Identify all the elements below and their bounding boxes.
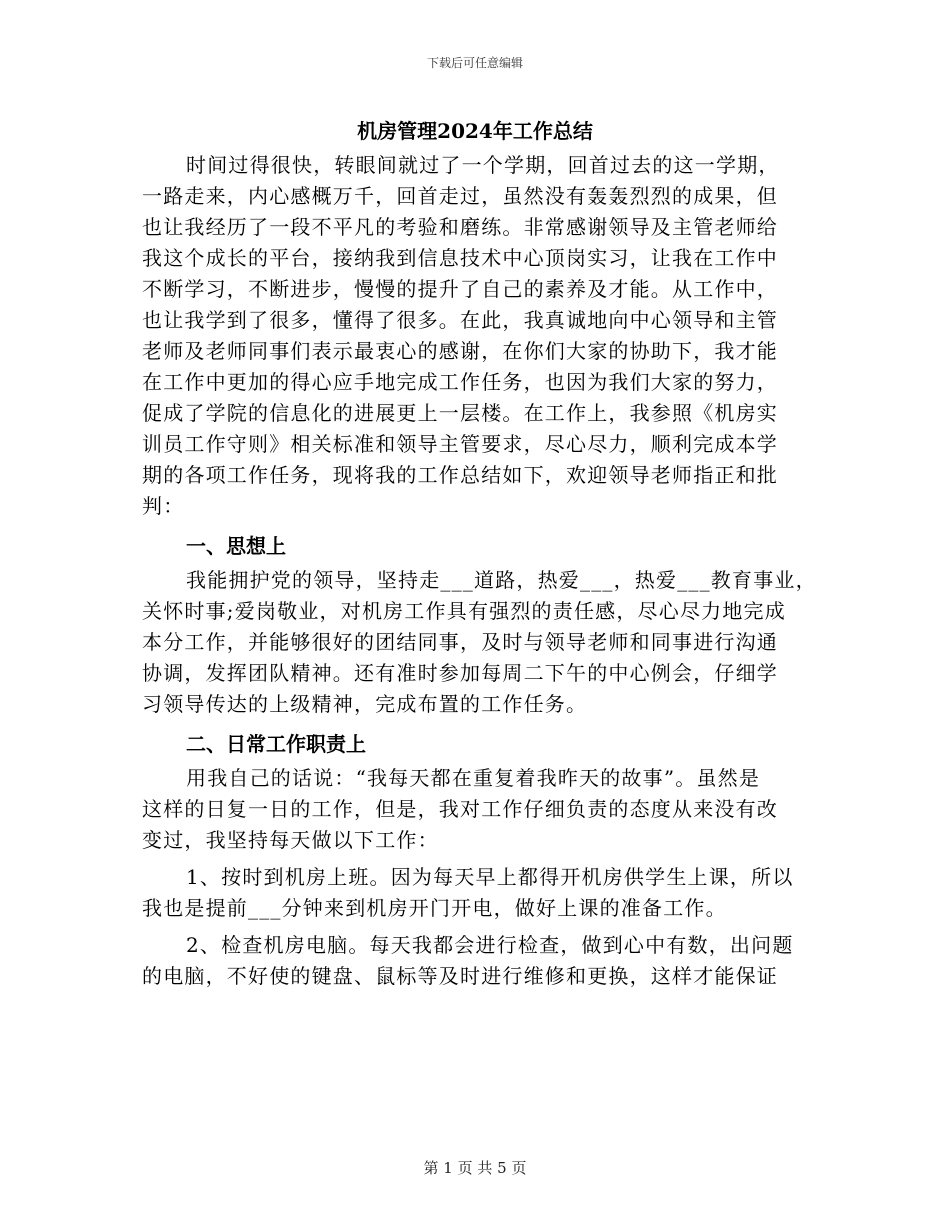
paragraph-line: 用我自己的话说：“我每天都在重复着我昨天的故事”。虽然是 [186,766,761,790]
paragraph-line: 训员工作守则》相关标准和领导主管要求，尽心尽力，顺利完成本学 [142,432,778,456]
paragraph-line: 变过，我坚持每天做以下工作： [142,828,439,852]
paragraph-line: 时间过得很快，转眼间就过了一个学期，回首过去的这一学期， [186,153,780,177]
paragraph-line: 判： [142,494,185,518]
paragraph-line: 老师及老师同事们表示最衷心的感谢，在你们大家的协助下，我才能 [142,339,778,363]
intro-paragraph [142,150,822,522]
duty-item-1 [142,862,822,924]
section-heading-ideology: 一、思想上 [186,534,286,558]
paragraph-line: 1、按时到机房上班。因为每天早上都得开机房供学生上课，所以 [186,865,794,889]
section-heading-daily-duties: 二、日常工作职责上 [186,732,366,756]
section-ideology-paragraph [142,565,822,720]
paragraph-line: 这样的日复一日的工作，但是，我对工作仔细负责的态度从来没有改 [142,797,778,821]
paragraph-line: 期的各项工作任务，现将我的工作总结如下，欢迎领导老师指正和批 [142,463,778,487]
document-title: 机房管理2024年工作总结 [357,119,593,143]
paragraph-line: 2、检查机房电脑。每天我都会进行检查，做到心中有数，出问题 [186,933,794,957]
paragraph-line: 一路走来，内心感概万千，回首走过，虽然没有轰轰烈烈的成果，但 [142,184,778,208]
paragraph-line: 的电脑，不好使的键盘、鼠标等及时进行维修和更换，这样才能保证 [142,964,778,988]
paragraph-line: 不断学习，不断进步，慢慢的提升了自己的素养及才能。从工作中， [142,277,778,301]
page-number-footer: 第 1 页 共 5 页 [423,1159,527,1177]
paragraph-line: 协调，发挥团队精神。还有准时参加每周二下午的中心例会，仔细学 [142,661,778,685]
paragraph-line: 关怀时事;爱岗敬业，对机房工作具有强烈的责任感，尽心尽力地完成 [142,599,786,623]
paragraph-line: 也让我经历了一段不平凡的考验和磨练。非常感谢领导及主管老师给 [142,215,778,239]
paragraph-line: 我也是提前___分钟来到机房开门开电，做好上课的准备工作。 [142,896,727,920]
paragraph-line: 促成了学院的信息化的进展更上一层楼。在工作上，我参照《机房实 [142,401,778,425]
paragraph-line: 在工作中更加的得心应手地完成工作任务，也因为我们大家的努力， [142,370,778,394]
paragraph-line: 我这个成长的平台，接纳我到信息技术中心顶岗实习，让我在工作中 [142,246,778,270]
paragraph-line: 我能拥护党的领导，坚持走___道路，热爱___，热爱___教育事业， [186,568,817,592]
header-note: 下载后可任意编辑 [426,56,523,70]
paragraph-line: 也让我学到了很多，懂得了很多。在此，我真诚地向中心领导和主管 [142,308,778,332]
document-body [142,150,822,992]
section-duties-paragraph [142,763,822,856]
paragraph-line: 习领导传达的上级精神，完成布置的工作任务。 [142,692,588,716]
paragraph-line: 本分工作，并能够很好的团结同事，及时与领导老师和同事进行沟通 [142,630,778,654]
duty-item-2 [142,930,822,992]
